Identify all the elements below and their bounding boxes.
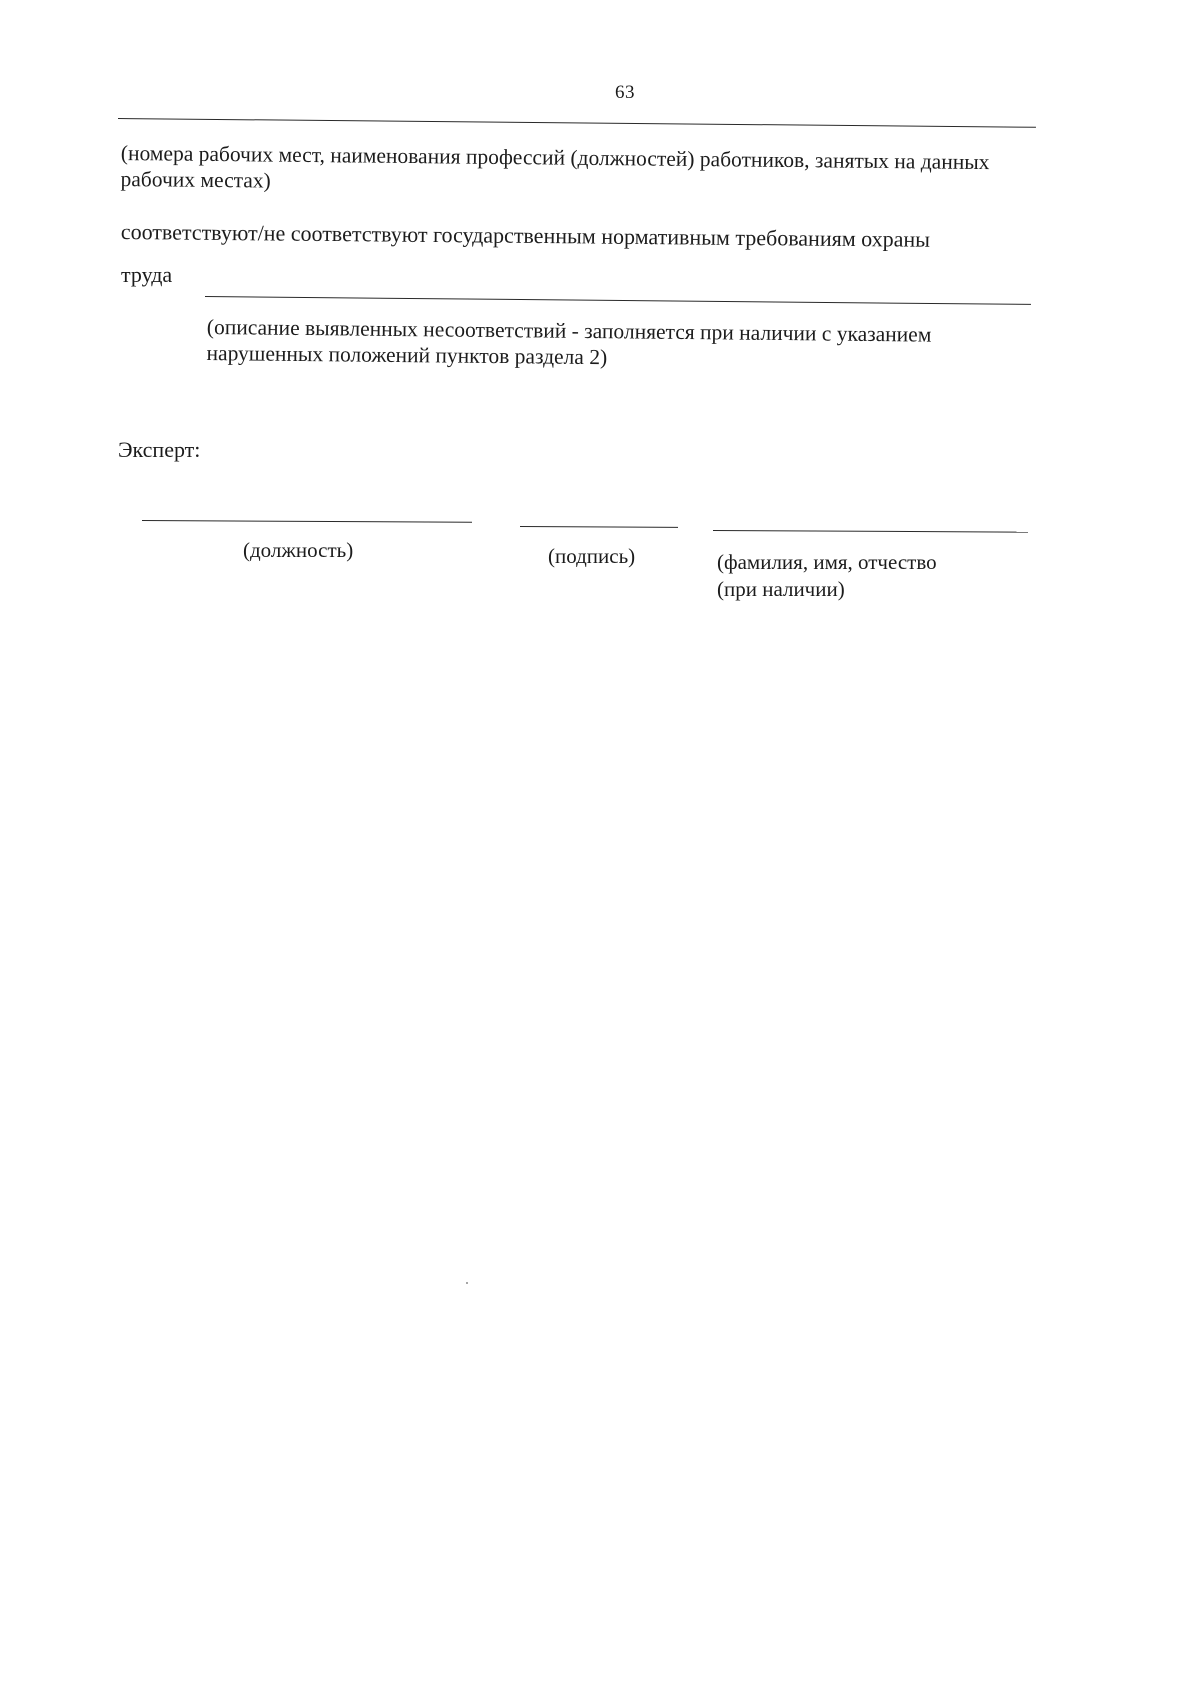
nonconformity-caption: (описание выявленных несоответствий - заполняется при наличии с указанием нарушенных положений пунктов раздела 2) bbox=[206, 314, 932, 370]
nonconformity-fill-line bbox=[205, 296, 1031, 305]
full-name-caption-line-1: (фамилия, имя, отчество bbox=[717, 550, 937, 574]
compliance-statement: соответствуют/не соответствуют государственным нормативным требованиям охраны bbox=[120, 219, 931, 252]
position-caption: (должность) bbox=[243, 538, 354, 562]
position-fill-line bbox=[142, 520, 472, 523]
signature-caption: (подпись) bbox=[548, 544, 636, 568]
compliance-statement-end: труда bbox=[121, 262, 173, 287]
workplaces-fill-line bbox=[118, 118, 1036, 128]
page-number: 63 bbox=[615, 82, 635, 103]
expert-label: Эксперт: bbox=[118, 437, 201, 462]
full-name-caption bbox=[717, 549, 1017, 603]
full-name-caption-line-2: (при наличии) bbox=[717, 577, 845, 601]
workplaces-caption: (номера рабочих мест, наименования профессий (должностей) работников, занятых на данных рабочих местах) bbox=[120, 140, 990, 193]
full-name-fill-line bbox=[713, 530, 1028, 533]
scan-speck bbox=[466, 1282, 468, 1284]
signature-fill-line bbox=[520, 526, 678, 528]
